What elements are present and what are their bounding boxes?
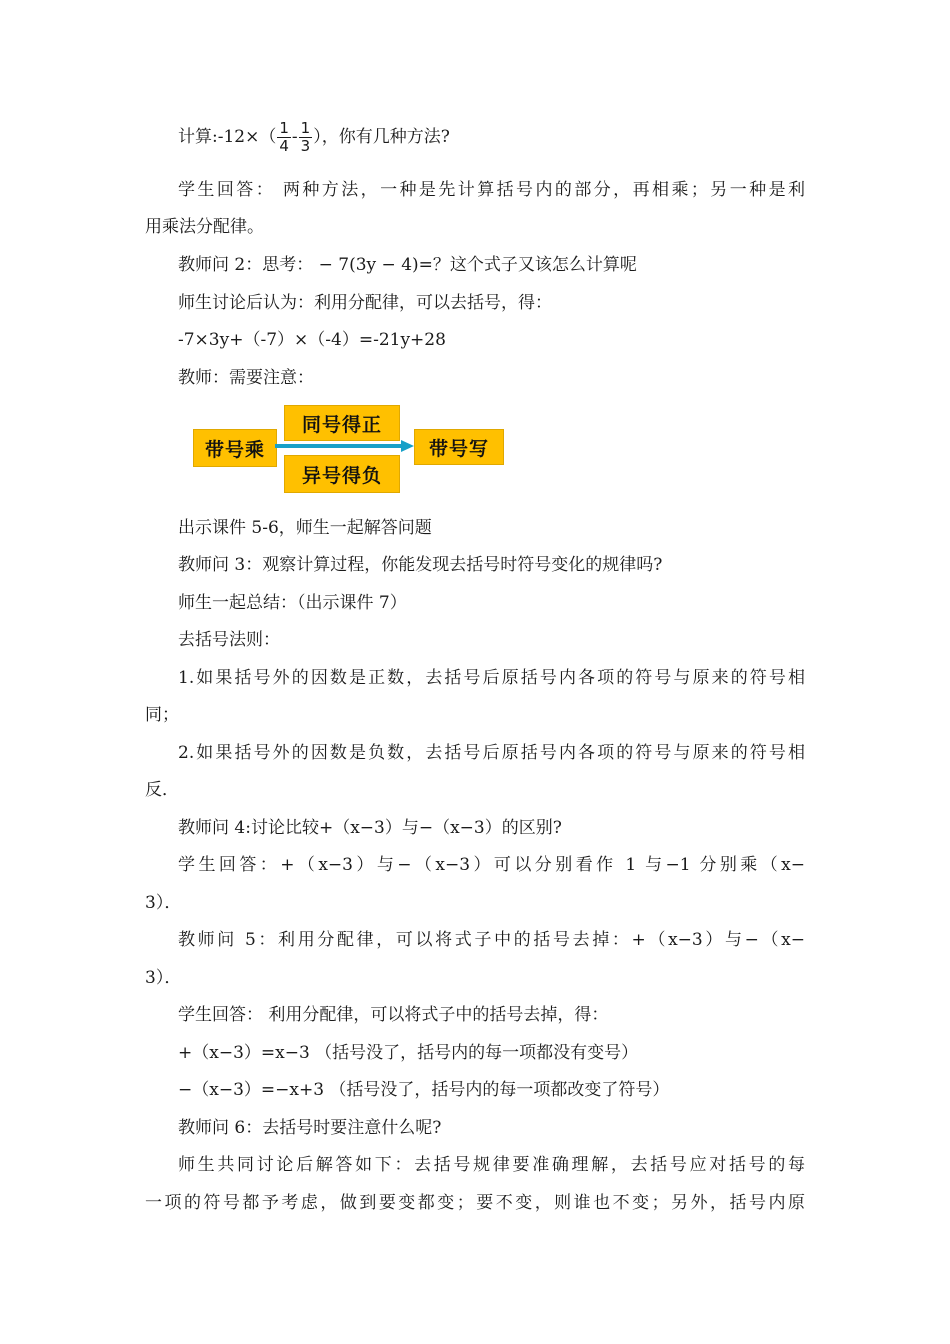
- fraction-one-quarter: $\frac{1}{4}$: [279, 119, 289, 155]
- fraction-one-third: $\frac{1}{3}$: [300, 119, 311, 155]
- rule-2: 2.如果括号外的因数是负数，去括号后原括号内各项的符号与原来的符号相: [178, 743, 805, 763]
- teacher-question-6: 教师问 6：去括号时要注意什么呢?: [178, 1118, 442, 1138]
- student-answer-3: 学生回答： 利用分配律，可以将式子中的括号去掉，得：: [178, 1005, 609, 1025]
- calc-suffix: ），你有几种方法?: [313, 127, 450, 147]
- rule-heading: 去括号法则：: [178, 630, 280, 650]
- calc-minus: -: [291, 127, 298, 147]
- rule-1: 1.如果括号外的因数是正数，去括号后原括号内各项的符号与原来的符号相: [178, 668, 805, 688]
- student-answer-1: 学生回答： 两种方法，一种是先计算括号内的部分，再相乘；另一种是利: [178, 180, 805, 200]
- box-same-sign-positive: 同号得正: [284, 405, 400, 441]
- student-answer-2: 学生回答：+（x−3）与−（x−3）可以分别看作 1 与−1 分别乘（x−: [178, 855, 805, 875]
- summary: 师生一起总结：（出示课件 7）: [178, 593, 407, 613]
- sign-rule-diagram: [190, 405, 510, 495]
- rule-2-cont: 反．: [145, 780, 179, 800]
- box-diff-sign-negative: 异号得负: [284, 455, 400, 493]
- rule-1-cont: 同；: [145, 705, 179, 725]
- discussion-1: 师生讨论后认为：利用分配律，可以去括号，得：: [178, 293, 552, 313]
- teacher-question-5-cont: 3）．: [145, 968, 182, 988]
- teacher-question-5: 教师问 5：利用分配律，可以将式子中的括号去掉：+（x−3）与−（x−: [178, 930, 805, 950]
- box-multiply-with-sign: 带号乘: [193, 429, 277, 467]
- student-answer-1-cont: 用乘法分配律。: [145, 217, 264, 237]
- equation-negative: −（x−3）=−x+3 （括号没了，括号内的每一项都改变了符号）: [178, 1080, 670, 1100]
- teacher-note: 教师：需要注意：: [178, 368, 314, 388]
- student-answer-2-cont: 3）．: [145, 893, 182, 913]
- discussion-2-cont: 一项的符号都予考虑，做到要变都变；要不变，则谁也不变；另外，括号内原: [145, 1193, 805, 1213]
- discussion-2: 师生共同讨论后解答如下：去括号规律要准确理解，去括号应对括号的每: [178, 1155, 805, 1175]
- calc-question: [178, 120, 450, 155]
- teacher-question-4: 教师问 4:讨论比较+（x−3）与−（x−3）的区别?: [178, 818, 562, 838]
- equation-1: -7×3y+（-7）×（-4）=-21y+28: [178, 330, 446, 350]
- box-write-with-sign: 带号写: [414, 429, 504, 465]
- teacher-question-2: 教师问 2：思考： − 7(3y − 4)=？这个式子又该怎么计算呢: [178, 255, 637, 275]
- show-slides: 出示课件 5-6，师生一起解答问题: [178, 518, 432, 538]
- equation-positive: +（x−3）=x−3 （括号没了，括号内的每一项都没有变号）: [178, 1043, 639, 1063]
- right-arrow-icon: [275, 439, 415, 453]
- calc-prefix: 计算:-12×（: [178, 127, 277, 147]
- teacher-question-3: 教师问 3：观察计算过程，你能发现去括号时符号变化的规律吗?: [178, 555, 663, 575]
